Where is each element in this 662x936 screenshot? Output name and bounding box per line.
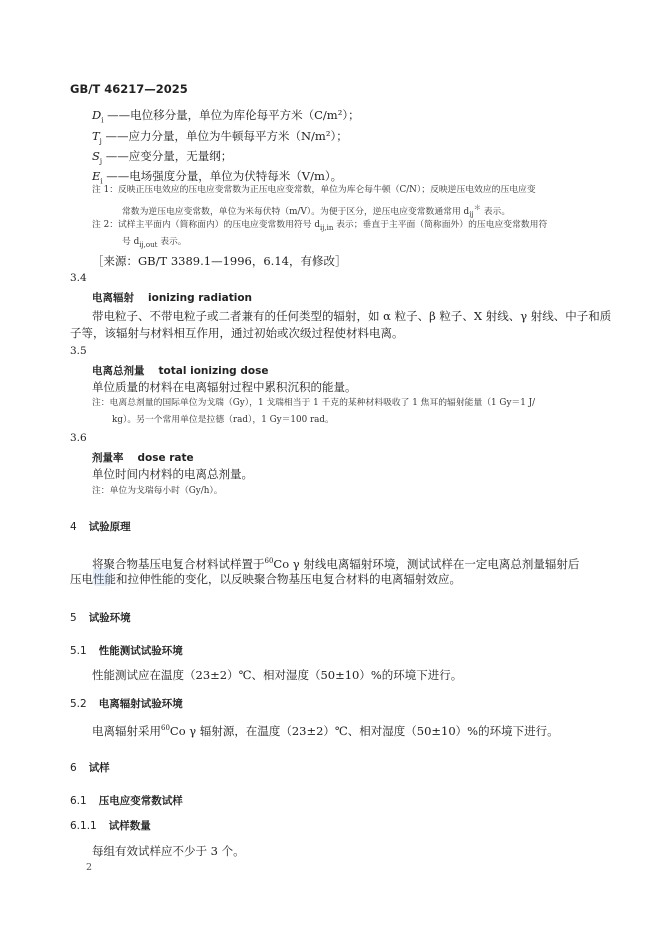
section-heading-5: 5 试验环境 bbox=[70, 612, 131, 624]
def-D: $D_i$ ——电位移分量，单位为库伦每平方米（C/m²）； bbox=[92, 108, 360, 125]
term-heading-3-6: 剂量率 dose rate bbox=[92, 452, 194, 464]
note-1-line-1: 注 1：反映正压电效应的压电应变常数为正压电应变常数，单位为库仑每牛顿（C/N）；反映逆压电效应的压电应变 bbox=[92, 185, 536, 195]
term-definition-3-5: 单位质量的材料在电离辐射过程中累积沉积的能量。 bbox=[92, 380, 357, 394]
section-heading-5-1: 5.1 性能测试试验环境 bbox=[70, 645, 183, 657]
section-heading-5-2: 5.2 电离辐射试验环境 bbox=[70, 698, 183, 710]
term-note-3-6: 注：单位为戈瑞每小时（Gy/h）。 bbox=[92, 486, 223, 496]
term-definition-3-6: 单位时间内材料的电离总剂量。 bbox=[92, 467, 253, 481]
def-T: $T_j$ ——应力分量，单位为牛顿每平方米（N/m²）； bbox=[92, 129, 348, 146]
term-number-3-5: 3.5 bbox=[70, 345, 87, 357]
term-definition-3-4-line-2: 子等，该辐射与材料相互作用，通过初始或次级过程使材料电离。 bbox=[70, 326, 404, 340]
term-heading-3-5: 电离总剂量 total ionizing dose bbox=[92, 365, 269, 377]
source-citation: ［来源：GB/T 3389.1—1996，6.14，有修改］ bbox=[92, 254, 347, 268]
section-heading-6-1-1: 6.1.1 试样数量 bbox=[70, 820, 151, 832]
term-number-3-4: 3.4 bbox=[70, 272, 87, 284]
scan-mark bbox=[93, 568, 111, 586]
note-2-line-2: 号 $d_{ij,out}$ 表示。 bbox=[122, 237, 187, 249]
term-heading-3-4: 电离辐射 ionizing radiation bbox=[92, 292, 253, 304]
def-E: $E_i$ ——电场强度分量，单位为伏特每米（V/m）。 bbox=[92, 169, 343, 186]
section-5-2-body: 电离辐射采用$^{60}$Co γ 辐射源，在温度（23±2）℃、相对湿度（50±10）%的环境下进行。 bbox=[92, 723, 559, 738]
section-4-paragraph-line-2: 压电性能和拉伸性能的变化，以反映聚合物基压电复合材料的电离辐射效应。 bbox=[70, 572, 461, 586]
note-2-line-1: 注 2：试样主平面内（简称面内）的压电应变常数用符号 $d_{ij,in}$ 表示；垂直于主平面（简称面外）的压电应变常数用符 bbox=[92, 220, 548, 232]
standard-number: GB/T 46217—2025 bbox=[70, 82, 188, 96]
def-S: $S_j$ ——应变分量，无量纲； bbox=[92, 149, 233, 166]
note-1-line-2: 常数为逆压电应变常数，单位为米每伏特（m/V）。为便于区分，逆压电应变常数通常用 $d_{ij}^*$ 表示。 bbox=[122, 203, 511, 219]
section-4-paragraph-line-1: 将聚合物基压电复合材料试样置于$^{60}$Co γ 射线电离辐射环境，测试试样在一定电离总剂量辐射后 bbox=[92, 556, 580, 571]
term-number-3-6: 3.6 bbox=[70, 432, 87, 444]
page-number: 2 bbox=[86, 862, 93, 873]
section-heading-4: 4 试验原理 bbox=[70, 521, 131, 533]
section-6-1-1-body: 每组有效试样应不少于 3 个。 bbox=[92, 844, 245, 858]
section-5-1-body: 性能测试应在温度（23±2）℃、相对湿度（50±10）%的环境下进行。 bbox=[92, 668, 463, 682]
term-note-3-5-line-2: kg）。另一个常用单位是拉德（rad），1 Gy＝100 rad。 bbox=[112, 415, 334, 425]
term-note-3-5-line-1: 注：电离总剂量的国际单位为戈瑞（Gy），1 戈瑞相当于 1 千克的某种材料吸收了 1 焦耳的辐射能量（1 Gy＝1 J/ bbox=[92, 398, 536, 408]
section-heading-6: 6 试样 bbox=[70, 762, 110, 774]
term-definition-3-4-line-1: 带电粒子、不带电粒子或二者兼有的任何类型的辐射，如 α 粒子、β 粒子、X 射线、γ 射线、中子和质 bbox=[92, 309, 612, 323]
section-heading-6-1: 6.1 压电应变常数试样 bbox=[70, 795, 183, 807]
